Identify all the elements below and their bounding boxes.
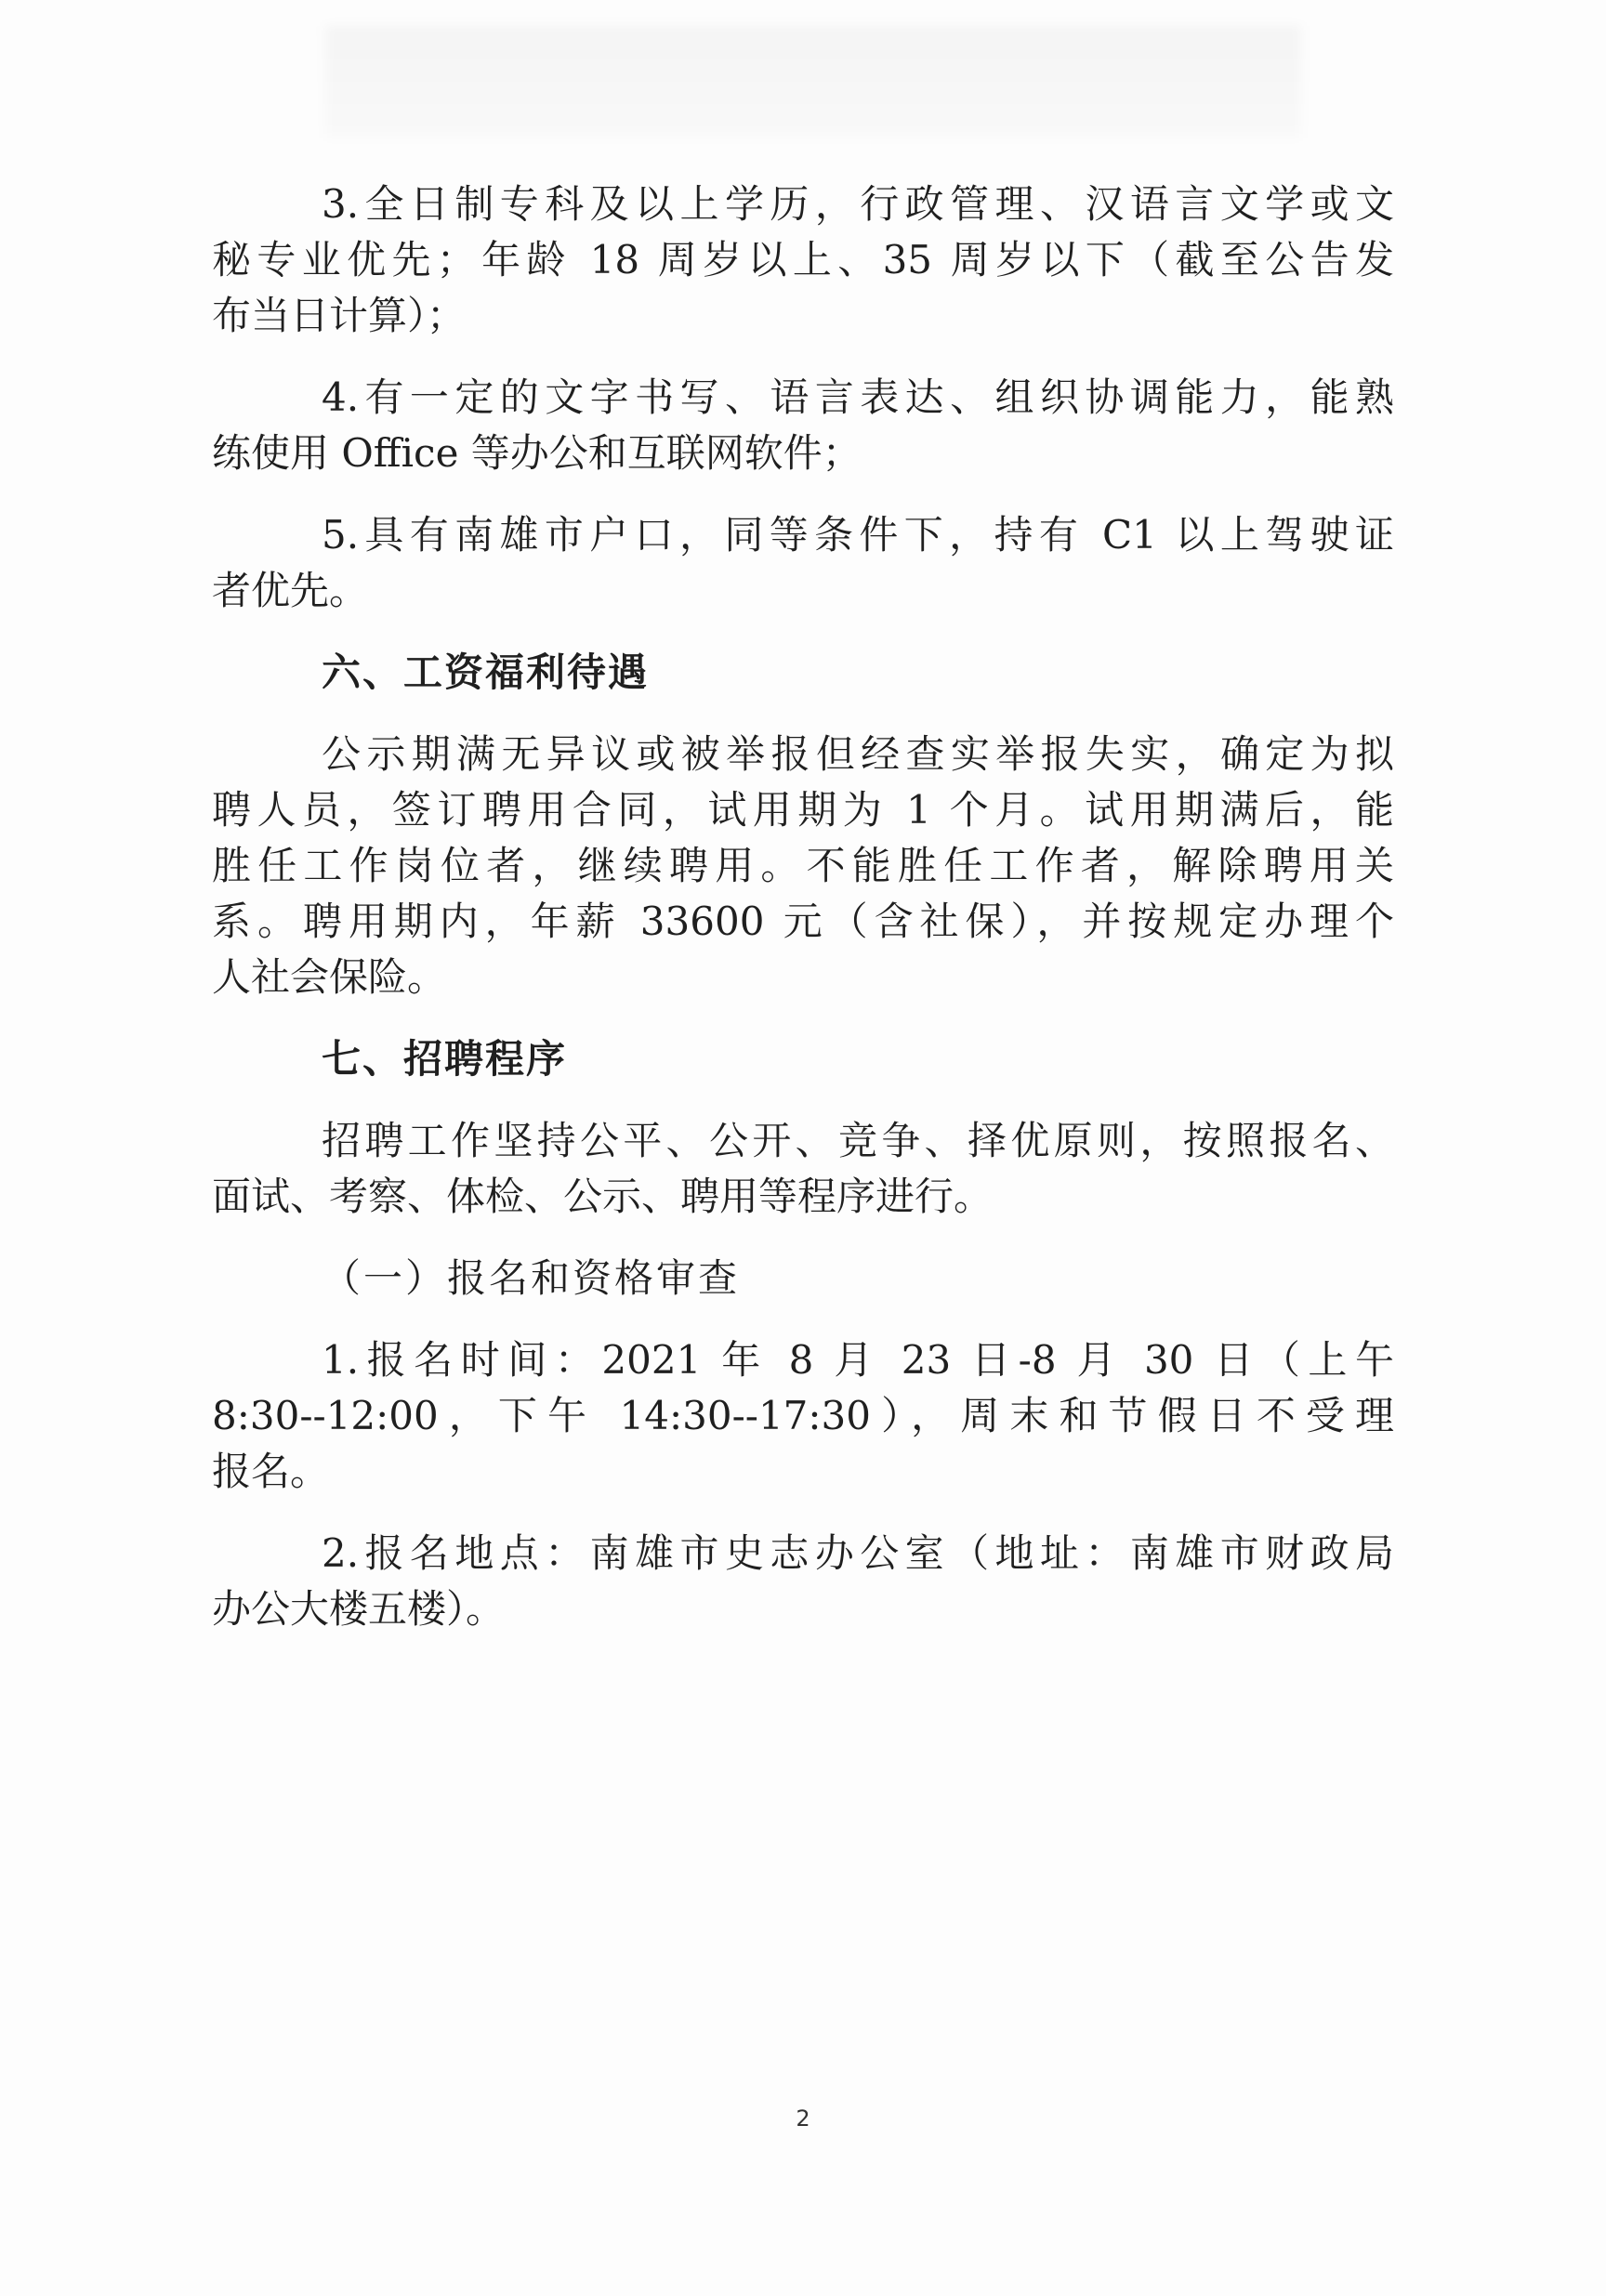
text-line: 8:30--12:00，下午 14:30--17:30），周末和节假日不受理 (212, 1393, 1394, 1438)
text-line: 公示期满无异议或被举报但经查实举报失实，确定为拟 (322, 731, 1394, 777)
text-line: 2.报名地点：南雄市史志办公室（地址：南雄市财政局 (322, 1530, 1394, 1576)
page-number: 2 (796, 2106, 810, 2132)
subsection-heading: （一）报名和资格审查 (322, 1255, 741, 1301)
text-line: 招聘工作坚持公平、公开、竞争、择优原则，按照报名、 (322, 1118, 1394, 1163)
text-line: 布当日计算）； (212, 293, 467, 338)
text-line: 4.有一定的文字书写、语言表达、组织协调能力，能熟 (322, 374, 1394, 420)
text-line: 胜任工作岗位者，继续聘用。不能胜任工作者，解除聘用关 (212, 843, 1394, 888)
text-line: 人社会保险。 (212, 954, 447, 1000)
text-line: 秘专业优先；年龄 18 周岁以上、35 周岁以下（截至公告发 (212, 237, 1394, 282)
text-line: 1.报名时间：2021 年 8 月 23 日-8 月 30 日（上午 (322, 1337, 1394, 1383)
text-line: 面试、考察、体检、公示、聘用等程序进行。 (212, 1174, 994, 1219)
scan-bleed-through (325, 26, 1301, 138)
text-line: 练使用 Office 等办公和互联网软件； (212, 430, 862, 476)
text-line: 3.全日制专科及以上学历，行政管理、汉语言文学或文 (322, 181, 1394, 227)
text-line: 聘人员，签订聘用合同，试用期为 1 个月。试用期满后，能 (212, 787, 1394, 833)
text-line: 报名。 (212, 1449, 330, 1494)
section-heading-salary: 六、工资福利待遇 (322, 649, 650, 695)
text-line: 者优先。 (212, 568, 369, 613)
document-body (212, 177, 1394, 1637)
section-heading-procedure: 七、招聘程序 (322, 1036, 568, 1082)
text-line: 系。聘用期内，年薪 33600 元（含社保），并按规定办理个 (212, 899, 1394, 944)
text-line: 5.具有南雄市户口，同等条件下，持有 C1 以上驾驶证 (322, 512, 1394, 558)
text-line: 办公大楼五楼）。 (212, 1586, 506, 1632)
